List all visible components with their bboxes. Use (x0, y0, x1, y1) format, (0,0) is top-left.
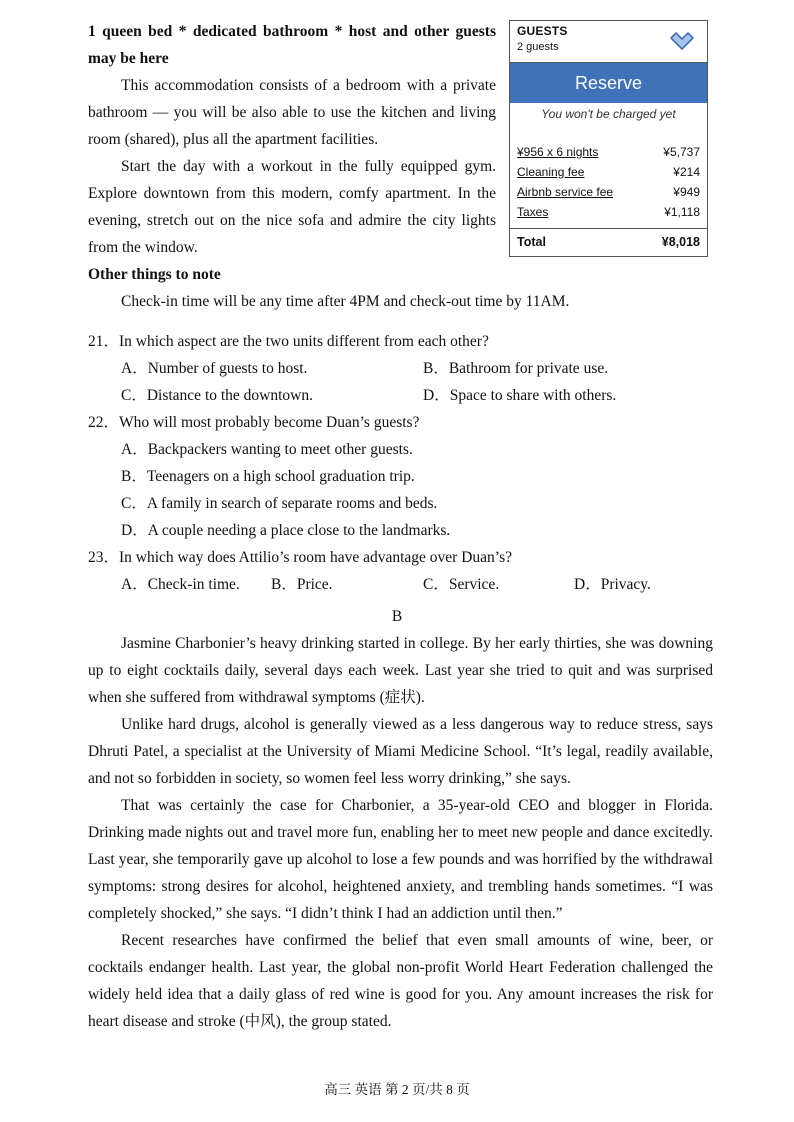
fee-list (510, 142, 707, 222)
intro-paragraph-2: Start the day with a workout in the fully equipped gym. Explore downtown from this modern, comfy apartment. In the evening, stretch out on the nice sofa and admire the city lights from the window. (88, 158, 496, 256)
fee-amount: ¥1,118 (664, 205, 700, 219)
question-23-option-c: C．Service. (423, 576, 500, 593)
question-21-option-c: C．Distance to the downtown. (121, 387, 314, 404)
fee-amount: ¥214 (673, 165, 700, 179)
question-21-stem: 21．In which aspect are the two units different from each other? (88, 333, 489, 350)
question-23-option-d: D．Privacy. (574, 576, 651, 593)
fee-row (517, 182, 700, 202)
passage-paragraph-3: That was certainly the case for Charbonier, a 35-year-old CEO and blogger in Florida. Drinking made nights out and travel more fun, enabling her to meet new people and dance excitedly. Last year, she temporarily gave up alcohol to lose a few pounds and was horrified by the withdrawal symptoms: strong desires for alcohol, heightened anxiety, and trembling hands sometimes. “I was completely shocked,” she says. “I didn’t think I had an addiction until then.” (88, 797, 713, 922)
intro-paragraph-1: This accommodation consists of a bedroom with a private bathroom — you will be also able to use the kitchen and living room (shared), plus all the apartment facilities. (88, 77, 496, 148)
page-footer: 高三 英语 第 2 页/共 8 页 (324, 1082, 470, 1097)
room-heading: 1 queen bed * dedicated bathroom * host and other guests may be here (88, 23, 496, 67)
guests-label: GUESTS (517, 24, 568, 38)
fee-row (517, 162, 700, 182)
note-heading: Other things to note (88, 266, 221, 283)
intro-block (88, 18, 496, 261)
passage-b (88, 630, 713, 1035)
question-22-option-b: B．Teenagers on a high school graduation trip. (121, 468, 415, 485)
question-23-stem: 23．In which way does Attilio’s room have advantage over Duan’s? (88, 549, 512, 566)
booking-widget (509, 20, 708, 257)
fee-row (517, 142, 700, 162)
question-22-option-c: C．A family in search of separate rooms and beds. (121, 495, 438, 512)
total-label: Total (517, 235, 546, 249)
question-21-option-d: D．Space to share with others. (423, 387, 617, 404)
passage-paragraph-4: Recent researches have confirmed the belief that even small amounts of wine, beer, or cocktails endanger health. Last year, the global non-profit World Heart Federation challenged the widely held idea that a daily glass of red wine is good for you. Any amount increases the risk for heart disease and stroke (中风), the group stated. (88, 932, 713, 1030)
total-amount: ¥8,018 (661, 235, 700, 249)
question-22-stem: 22．Who will most probably become Duan’s guests? (88, 414, 420, 431)
question-22-option-a: A．Backpackers wanting to meet other guests. (121, 441, 413, 458)
section-label: B (391, 608, 403, 625)
question-23-option-b: B．Price. (271, 576, 333, 593)
fee-name[interactable]: Cleaning fee (517, 165, 585, 179)
question-21-option-a: A．Number of guests to host. (121, 360, 308, 377)
fee-name[interactable]: ¥956 x 6 nights (517, 145, 599, 159)
passage-paragraph-2: Unlike hard drugs, alcohol is generally viewed as a less dangerous way to reduce stress, says Dhruti Patel, a specialist at the University of Miami Medicine School. “It’s legal, readily available, and not so forbidden in society, so women feel less worry drinking,” she says. (88, 716, 713, 787)
fee-amount: ¥949 (673, 185, 700, 199)
passage-paragraph-1: Jasmine Charbonier’s heavy drinking started in college. By her early thirties, she was downing up to eight cocktails daily, several days each week. Last year she tried to quit and was surprised when she suffered from withdrawal symptoms (症状). (88, 635, 713, 706)
question-21-option-b: B．Bathroom for private use. (423, 360, 609, 377)
fee-name[interactable]: Airbnb service fee (517, 185, 614, 199)
fee-name[interactable]: Taxes (517, 205, 549, 219)
reserve-button[interactable]: Reserve (510, 63, 707, 103)
question-22-option-d: D．A couple needing a place close to the landmarks. (121, 522, 451, 539)
guests-selector[interactable] (510, 21, 707, 63)
question-23-option-a: A．Check-in time. (121, 576, 240, 593)
chevron-down-icon[interactable] (669, 31, 695, 53)
no-charge-note: You won't be charged yet (541, 107, 676, 121)
fee-row (517, 202, 700, 222)
note-text: Check-in time will be any time after 4PM and check-out time by 11AM. (121, 293, 570, 310)
total-row (510, 228, 707, 256)
guests-value: 2 guests (517, 41, 559, 53)
fee-amount: ¥5,737 (663, 145, 700, 159)
